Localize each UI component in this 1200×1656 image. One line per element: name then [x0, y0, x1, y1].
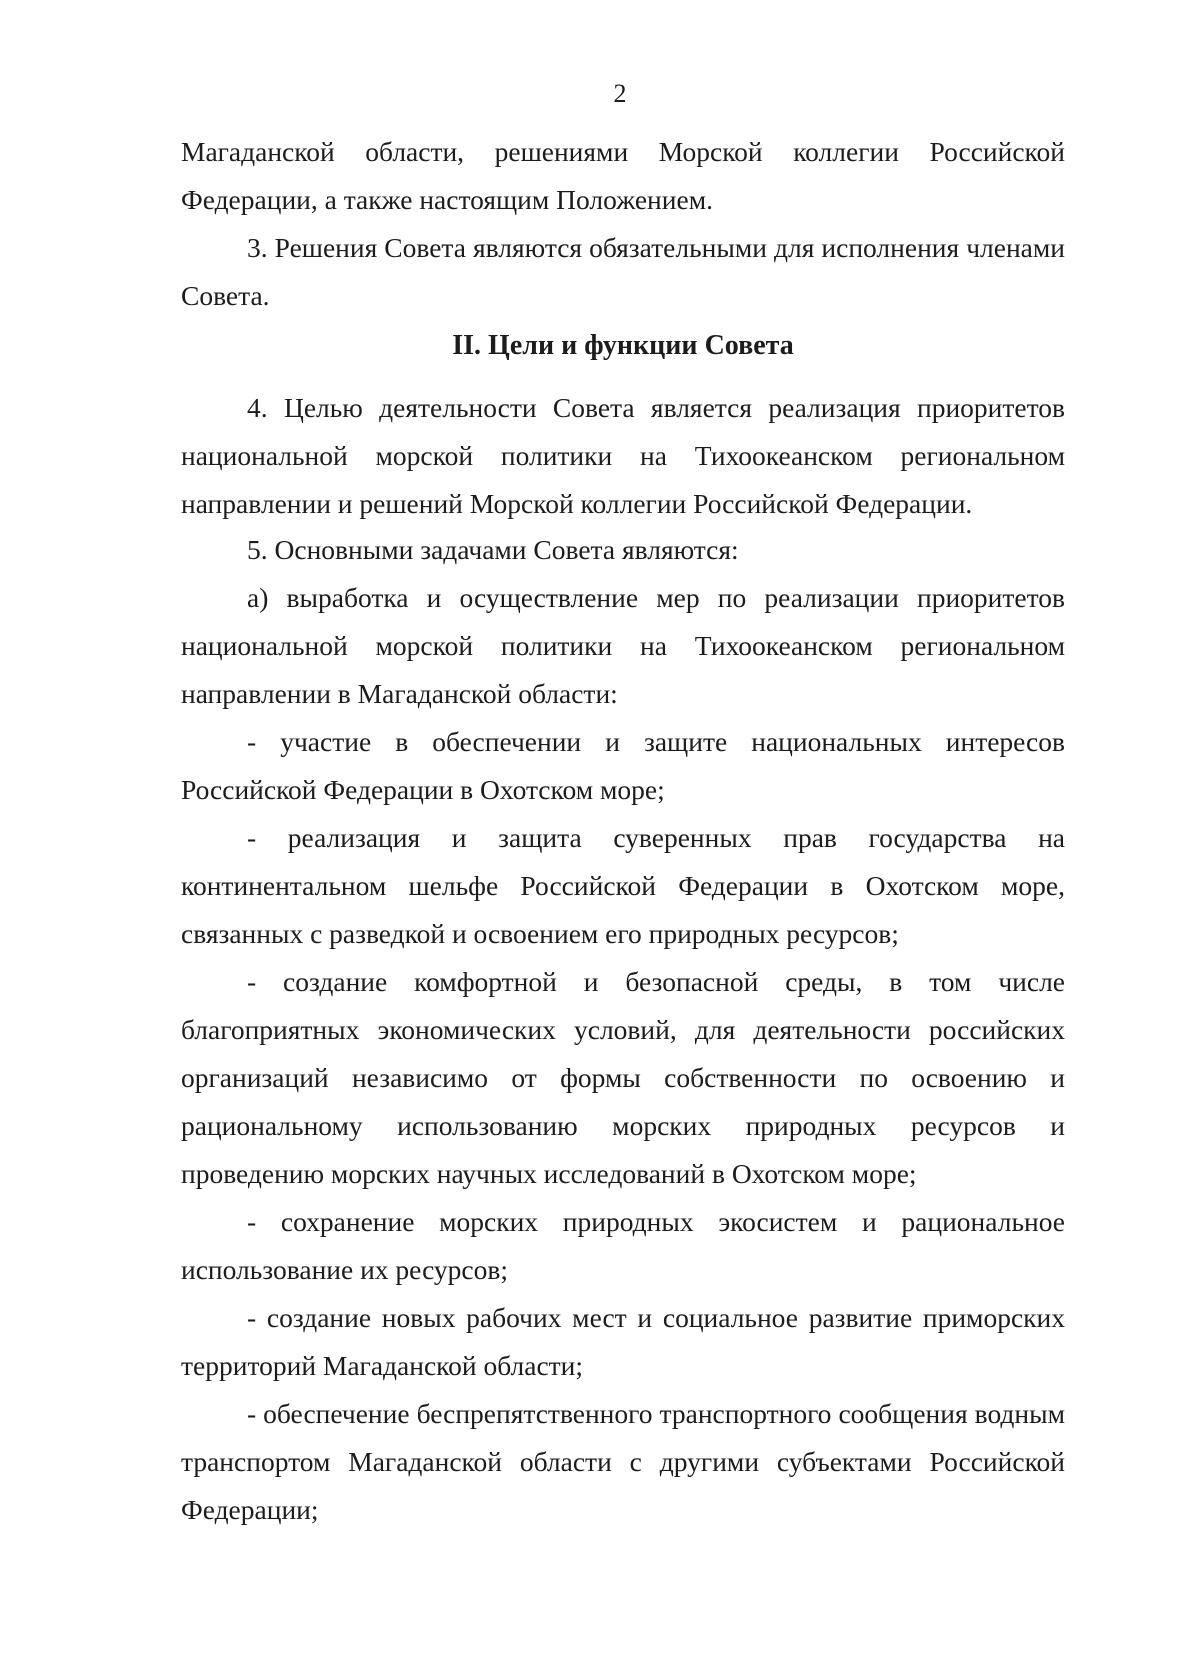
list-item-5: - создание новых рабочих мест и социальное развитие приморских территорий Магаданской области; [181, 1302, 1065, 1381]
list-item-3: - создание комфортной и безопасной среды, в том числе благоприятных экономических условий, для деятельности российских организаций независимо от формы собственности по освоению и рациональному использованию морских природных ресурсов и проведению морских научных исследований в Охотском море; [181, 966, 1065, 1189]
list-item-1: - участие в обеспечении и защите национальных интересов Российской Федерации в Охотском море; [181, 726, 1065, 805]
paragraph-3: 3. Решения Совета являются обязательными для исполнения членами Совета. [181, 232, 1065, 311]
section-heading-2: II. Цели и функции Совета [452, 330, 794, 361]
document-body [181, 128, 1065, 1534]
list-item-6: - обеспечение беспрепятственного транспортного сообщения водным транспортом Магаданской области с другими субъектами Российской Федерации; [181, 1398, 1065, 1525]
paragraph-5: 5. Основными задачами Совета являются: [247, 534, 739, 565]
paragraph-4: 4. Целью деятельности Совета является реализация приоритетов национальной морской политики на Тихоокеанском региональном направлении и решений Морской коллегии Российской Федерации. [181, 392, 1065, 519]
paragraph-5a: а) выработка и осуществление мер по реализации приоритетов национальной морской политики на Тихоокеанском региональном направлении в Магаданской области: [181, 582, 1065, 709]
paragraph-continuation: Магаданской области, решениями Морской коллегии Российской Федерации, а также настоящим Положением. [181, 136, 1065, 215]
page-number: 2 [613, 79, 627, 108]
list-item-2: - реализация и защита суверенных прав государства на континентальном шельфе Российской Федерации в Охотском море, связанных с разведкой и освоением его природных ресурсов; [181, 822, 1065, 949]
list-item-4: - сохранение морских природных экосистем и рациональное использование их ресурсов; [181, 1206, 1065, 1285]
